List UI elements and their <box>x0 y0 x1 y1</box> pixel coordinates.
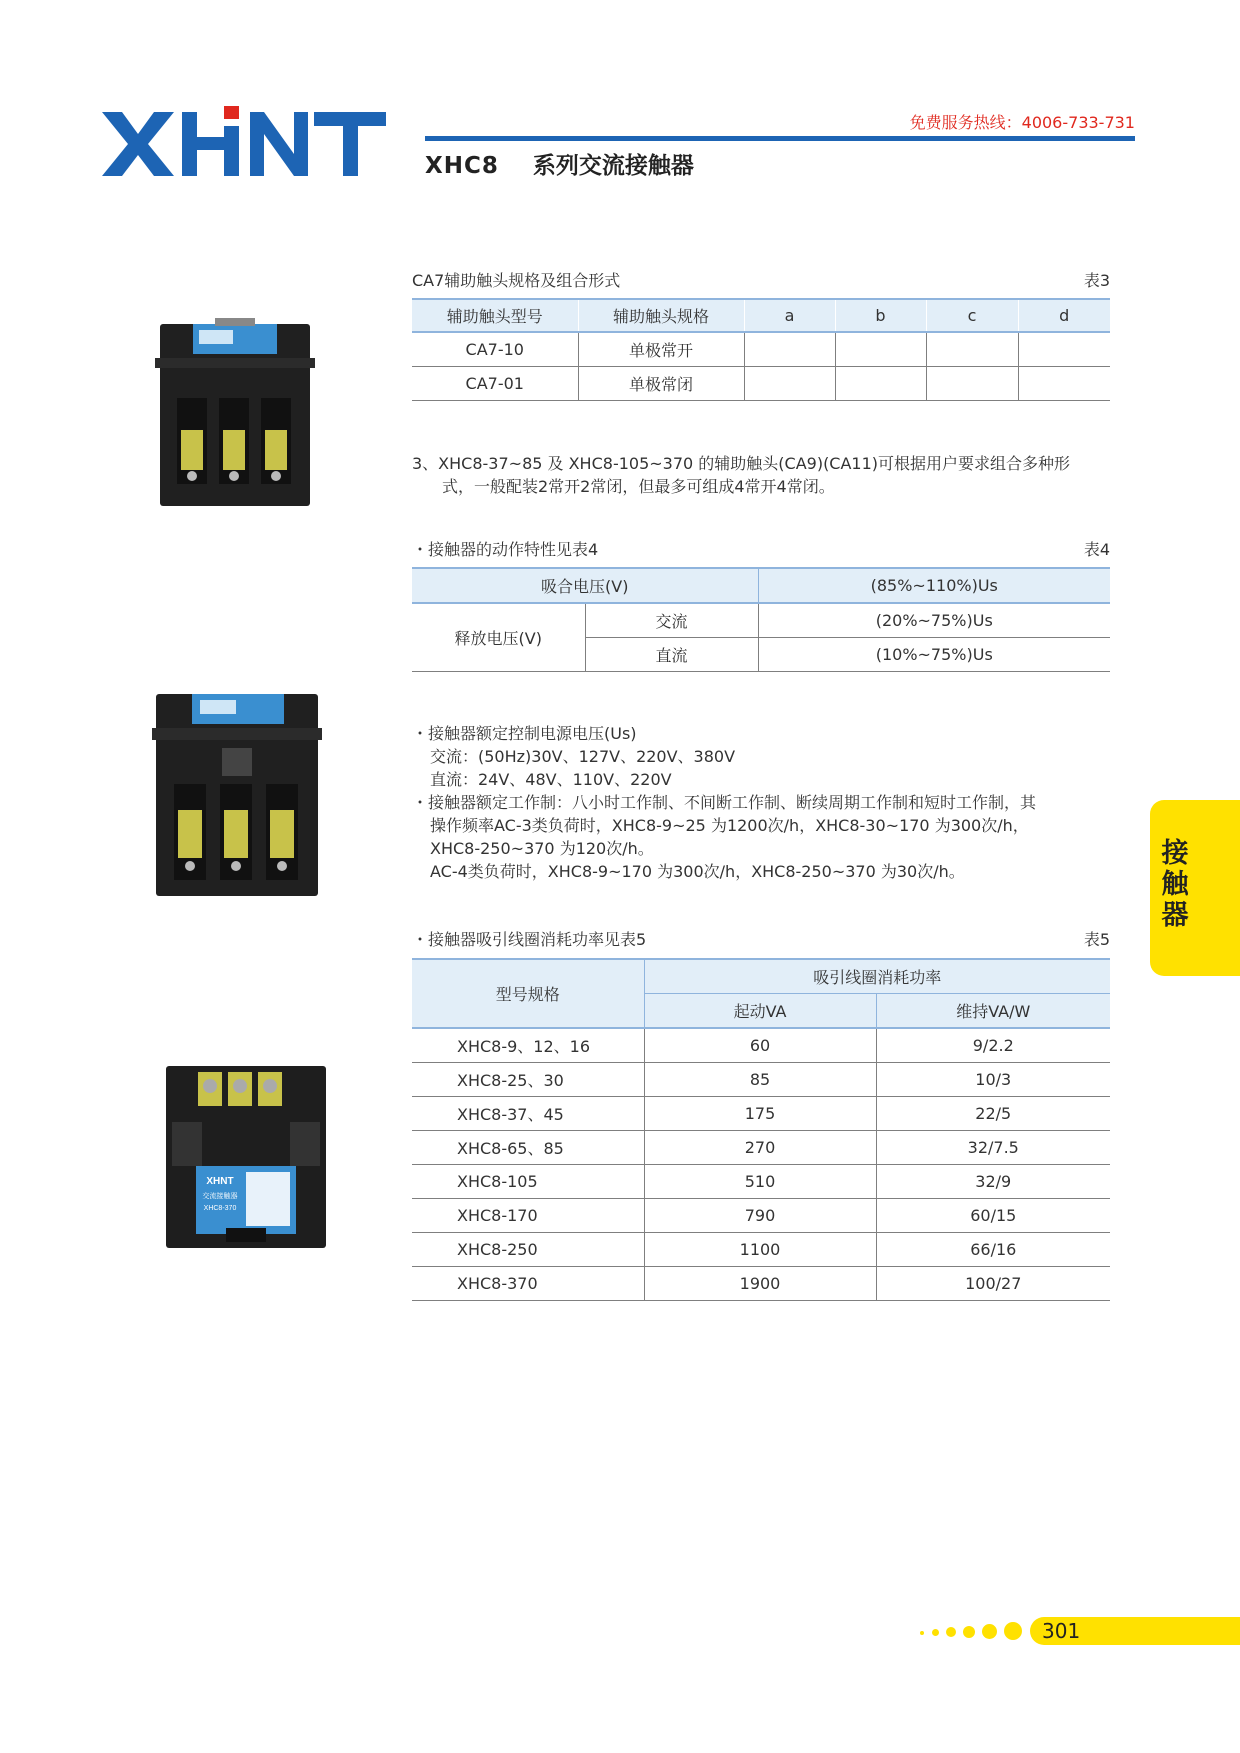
model-cell: XHC8-9、12、16 <box>412 1028 644 1063</box>
start-va-cell: 1100 <box>644 1233 876 1267</box>
table-row <box>412 1267 1110 1301</box>
note-3 <box>412 452 1112 498</box>
model-cell: XHC8-250 <box>412 1233 644 1267</box>
table3-cell <box>744 332 835 367</box>
table3-header: a <box>744 299 835 332</box>
logo-text: XHNT <box>245 90 248 91</box>
page-number: 301 <box>1042 1619 1081 1643</box>
start-va-cell: 510 <box>644 1165 876 1199</box>
model-spec-header: 型号规格 <box>412 959 644 1028</box>
table3-cell <box>1018 332 1110 367</box>
start-va-cell: 85 <box>644 1063 876 1097</box>
table3-label: 表3 <box>1083 271 1110 290</box>
release-voltage-label: 释放电压(V) <box>412 603 585 672</box>
hold-va-cell: 32/9 <box>876 1165 1110 1199</box>
table-row <box>412 603 1110 638</box>
table3-header: d <box>1018 299 1110 332</box>
page-title <box>425 147 694 180</box>
spec-line: AC-4类负荷时，XHC8-9~170 为300次/h，XHC8-250~370 为30次/h。 <box>430 862 965 881</box>
start-va-cell: 1900 <box>644 1267 876 1301</box>
footer-dot <box>946 1627 956 1637</box>
model-cell: XHC8-370 <box>412 1267 644 1301</box>
model-cell: XHC8-37、45 <box>412 1097 644 1131</box>
contactor-photo-1 <box>155 318 315 508</box>
contactor-photo-3 <box>162 1062 330 1250</box>
start-va-header: 起动VA <box>644 994 876 1029</box>
start-va-cell: 270 <box>644 1131 876 1165</box>
footer-dot <box>963 1626 975 1638</box>
table3-caption: CA7辅助触头规格及组合形式 <box>412 271 621 290</box>
table3-cell <box>835 367 926 401</box>
table3-header-row <box>412 299 1110 332</box>
spec-paragraph <box>412 722 1122 883</box>
xhnt-logo <box>100 90 390 180</box>
table3-cell: 单极常闭 <box>578 367 744 401</box>
service-hotline: 免费服务热线：4006-733-731 <box>909 113 1135 132</box>
series-model: XHC8 <box>425 153 499 179</box>
table-row <box>412 1233 1110 1267</box>
table5-caption: ・接触器吸引线圈消耗功率见表5 <box>412 930 647 949</box>
table-row <box>412 1028 1110 1063</box>
hold-va-cell: 10/3 <box>876 1063 1110 1097</box>
model-cell: XHC8-25、30 <box>412 1063 644 1097</box>
spec-line: 操作频率AC-3类负荷时，XHC8-9~25 为1200次/h，XHC8-30~170 为300次/h， <box>430 816 1029 835</box>
table-row <box>412 1097 1110 1131</box>
footer-dot <box>920 1631 924 1635</box>
series-title: 系列交流接触器 <box>532 153 694 179</box>
table3-header: 辅助触头型号 <box>412 299 578 332</box>
table-row <box>412 1063 1110 1097</box>
table3-header: c <box>926 299 1018 332</box>
footer-dot <box>982 1624 997 1639</box>
table4-header-row <box>412 568 1110 603</box>
table4-caption: ・接触器的动作特性见表4 <box>412 540 599 559</box>
table3-cell <box>926 367 1018 401</box>
ac-release-value: (20%~75%)Us <box>758 603 1110 638</box>
model-cell: XHC8-65、85 <box>412 1131 644 1165</box>
table3 <box>412 298 1110 401</box>
hold-va-cell: 32/7.5 <box>876 1131 1110 1165</box>
header-rule <box>425 136 1135 141</box>
table3-header: b <box>835 299 926 332</box>
start-va-cell: 175 <box>644 1097 876 1131</box>
table3-cell: 单极常开 <box>578 332 744 367</box>
table3-cell <box>1018 367 1110 401</box>
footer-dot <box>1004 1622 1022 1640</box>
hold-va-cell: 22/5 <box>876 1097 1110 1131</box>
hold-va-cell: 9/2.2 <box>876 1028 1110 1063</box>
table3-cell: CA7-01 <box>412 367 578 401</box>
hold-va-cell: 60/15 <box>876 1199 1110 1233</box>
table3-cell: CA7-10 <box>412 332 578 367</box>
footer-dot <box>932 1629 939 1636</box>
spec-line: 直流：24V、48V、110V、220V <box>430 770 672 789</box>
section-tab-char: 接 <box>1161 838 1189 869</box>
photo-model-text: XHC8-370 <box>203 1205 237 1212</box>
hold-va-header: 维持VA/W <box>876 994 1110 1029</box>
spec-line: XHC8-250~370 为120次/h。 <box>430 839 654 858</box>
table-row <box>412 1165 1110 1199</box>
table-row <box>412 332 1110 367</box>
table-row <box>412 1199 1110 1233</box>
photo-type-text: 交流接触器 <box>202 1192 238 1200</box>
pickup-voltage-label: 吸合电压(V) <box>412 568 758 603</box>
contactor-photo-2 <box>152 688 322 898</box>
spec-line: ・接触器额定控制电源电压(Us) <box>412 724 637 743</box>
table4-label: 表4 <box>1083 540 1110 559</box>
table3-cell <box>835 332 926 367</box>
spec-line: ・接触器额定工作制：八小时工作制、不间断工作制、断续周期工作制和短时工作制，其 <box>412 793 1037 812</box>
pickup-voltage-value: (85%~110%)Us <box>758 568 1110 603</box>
dc-label: 直流 <box>585 638 758 672</box>
start-va-cell: 790 <box>644 1199 876 1233</box>
hold-va-cell: 66/16 <box>876 1233 1110 1267</box>
spec-line: 交流：(50Hz)30V、127V、220V、380V <box>430 747 736 766</box>
table3-cell <box>926 332 1018 367</box>
model-cell: XHC8-105 <box>412 1165 644 1199</box>
section-tab-char: 器 <box>1161 900 1189 931</box>
ac-label: 交流 <box>585 603 758 638</box>
table5 <box>412 958 1110 1301</box>
hold-va-cell: 100/27 <box>876 1267 1110 1301</box>
model-cell: XHC8-170 <box>412 1199 644 1233</box>
table5-label: 表5 <box>1083 930 1110 949</box>
table4 <box>412 567 1110 672</box>
note-3-line: 3、XHC8-37~85 及 XHC8-105~370 的辅助触头(CA9)(CA11)可根据用户要求组合多种形 <box>412 454 1071 473</box>
table3-cell <box>744 367 835 401</box>
table3-header: 辅助触头规格 <box>578 299 744 332</box>
start-va-cell: 60 <box>644 1028 876 1063</box>
note-3-line: 式，一般配装2常开2常闭，但最多可组成4常开4常闭。 <box>442 477 835 496</box>
table-row <box>412 1131 1110 1165</box>
coil-power-header: 吸引线圈消耗功率 <box>644 959 1110 994</box>
photo-brand-text: XHNT <box>206 1176 234 1187</box>
section-tab-char: 触 <box>1161 869 1189 900</box>
section-tab-label <box>1150 838 1200 931</box>
table5-header-row <box>412 959 1110 994</box>
table-row <box>412 367 1110 401</box>
dc-release-value: (10%~75%)Us <box>758 638 1110 672</box>
